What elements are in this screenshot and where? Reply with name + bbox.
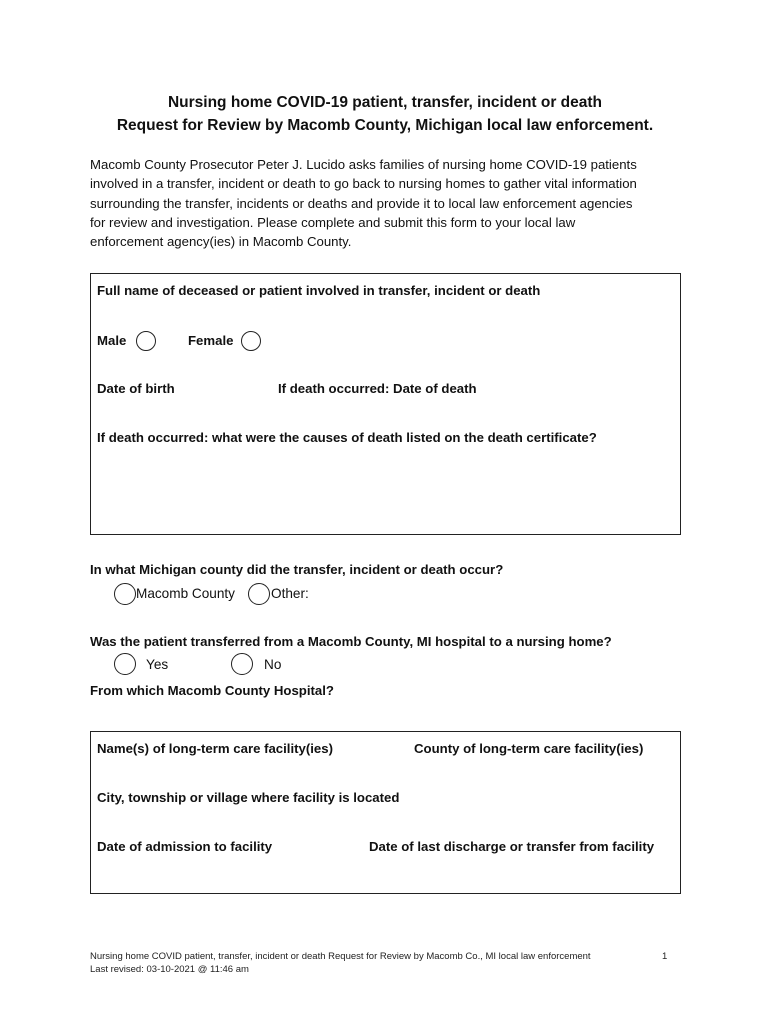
transfer-question-label: Was the patient transferred from a Macomb County, MI hospital to a nursing home? — [90, 634, 612, 649]
hospital-field[interactable] — [350, 680, 670, 700]
date-of-birth-label: Date of birth — [97, 381, 175, 396]
causes-of-death-label: If death occurred: what were the causes of death listed on the death certificate? — [97, 430, 597, 445]
facility-county-field[interactable] — [414, 760, 669, 780]
county-question-label: In what Michigan county did the transfer, incident or death occur? — [90, 562, 504, 577]
date-of-birth-field[interactable] — [190, 378, 270, 398]
other-county-field[interactable] — [315, 584, 555, 604]
yes-option-label: Yes — [146, 657, 169, 672]
full-name-label: Full name of deceased or patient involved in transfer, incident or death — [97, 283, 541, 298]
facility-city-label: City, township or village where facility is located — [97, 790, 400, 805]
intro-paragraph — [90, 155, 690, 251]
discharge-date-label: Date of last discharge or transfer from facility — [369, 839, 655, 854]
hospital-question-label: From which Macomb County Hospital? — [90, 683, 334, 698]
admission-date-field[interactable] — [97, 858, 357, 878]
admission-date-label: Date of admission to facility — [97, 839, 273, 854]
macomb-county-radio[interactable] — [114, 583, 136, 605]
last-revised: Last revised: 03-10-2021 @ 11:46 am — [90, 964, 249, 975]
other-county-radio[interactable] — [248, 583, 270, 605]
full-name-field[interactable] — [380, 280, 670, 300]
facility-city-field[interactable] — [420, 787, 670, 807]
facility-county-label: County of long-term care facility(ies) — [414, 741, 644, 756]
macomb-county-option-label: Macomb County — [136, 586, 235, 601]
facility-names-field[interactable] — [97, 760, 397, 780]
title-line-2: Request for Review by Macomb County, Michigan local law enforcement. — [116, 117, 654, 134]
intro-line: enforcement agency(ies) in Macomb County. — [90, 234, 352, 250]
yes-radio[interactable] — [114, 653, 136, 675]
intro-line: for review and investigation. Please complete and submit this form to your local law — [90, 214, 576, 230]
female-label: Female — [188, 333, 234, 348]
intro-line: surrounding the transfer, incidents or deaths and provide it to local law enforcement agencies — [90, 195, 633, 211]
female-radio[interactable] — [241, 331, 261, 351]
other-county-option-label: Other: — [271, 586, 309, 601]
page-number: 1 — [662, 951, 668, 962]
male-radio[interactable] — [136, 331, 156, 351]
title-line-1: Nursing home COVID-19 patient, transfer, incident or death — [167, 94, 603, 111]
male-label: Male — [97, 333, 127, 348]
no-option-label: No — [264, 657, 282, 672]
no-radio[interactable] — [231, 653, 253, 675]
date-of-death-field[interactable] — [495, 378, 670, 398]
footer-description: Nursing home COVID patient, transfer, incident or death Request for Review by Macomb Co., MI local law enforcement — [90, 951, 591, 962]
intro-line: Macomb County Prosecutor Peter J. Lucido asks families of nursing home COVID-19 patients — [90, 157, 637, 172]
intro-line: involved in a transfer, incident or death to go back to nursing homes to gather vital information — [90, 176, 637, 192]
causes-of-death-field[interactable] — [97, 452, 673, 527]
date-of-death-label: If death occurred: Date of death — [278, 381, 477, 396]
discharge-date-field[interactable] — [369, 858, 669, 878]
facility-names-label: Name(s) of long-term care facility(ies) — [97, 741, 333, 756]
